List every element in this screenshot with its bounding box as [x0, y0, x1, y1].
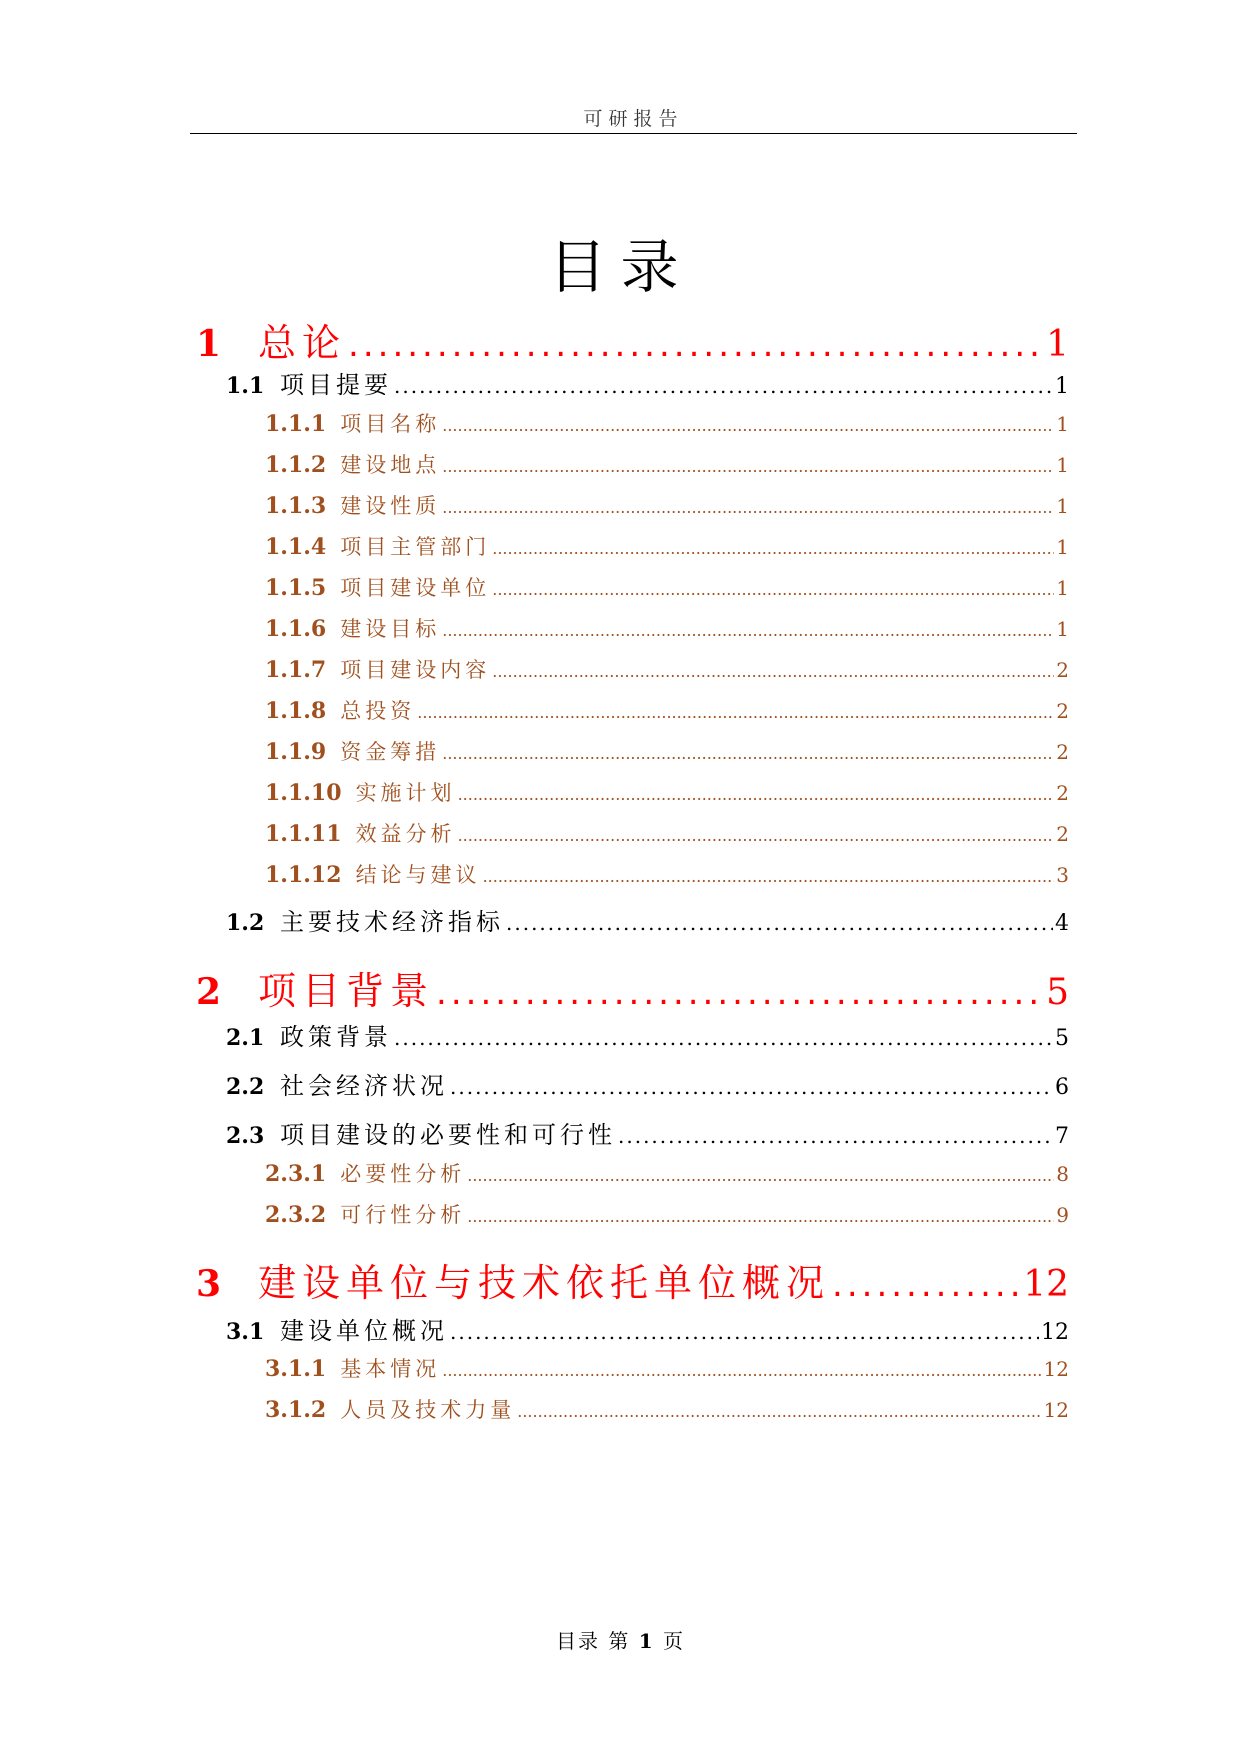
toc-entry-label: 建设单位概况	[280, 1317, 448, 1345]
toc-entry-number: 1.1.7	[265, 657, 327, 683]
toc-entry-number: 1.1.11	[265, 821, 342, 847]
toc-dot-leader	[517, 1402, 1041, 1421]
toc-dot-leader	[442, 1361, 1041, 1380]
toc-entry-label: 实施计划	[355, 781, 456, 805]
toc-dot-leader	[458, 785, 1055, 804]
toc-entry-label: 政策背景	[280, 1023, 392, 1051]
toc-entry-number: 1.1.8	[265, 698, 327, 724]
toc-entry-page: 1	[1056, 494, 1069, 518]
toc-entry-label: 建设目标	[340, 617, 441, 641]
toc-entry-level3[interactable]	[265, 1394, 1069, 1428]
toc-entry-level2[interactable]	[226, 902, 1069, 940]
page-footer	[0, 1625, 1241, 1654]
toc-entry-label: 结论与建议	[355, 863, 481, 887]
page-title: 目录	[548, 233, 693, 301]
toc-entry-page: 5	[1046, 972, 1069, 1013]
toc-dot-leader	[436, 973, 1044, 1013]
toc-entry-number: 1.1.12	[265, 862, 342, 888]
toc-dot-leader	[442, 744, 1054, 763]
toc-entry-page: 1	[1055, 374, 1069, 399]
toc-dot-leader	[458, 826, 1055, 845]
toc-entry-level2[interactable]	[226, 1115, 1069, 1153]
toc-dot-leader	[492, 580, 1054, 599]
toc-entry-page: 1	[1056, 617, 1069, 641]
toc-entry-label: 项目主管部门	[340, 535, 491, 559]
toc-entry-level3[interactable]	[265, 613, 1069, 647]
toc-entry-label: 必要性分析	[340, 1162, 466, 1186]
toc-entry-number: 2.3.1	[265, 1161, 327, 1187]
toc-dot-leader	[442, 621, 1054, 640]
toc-entry-level3[interactable]	[265, 572, 1069, 606]
header-rule	[190, 133, 1077, 134]
toc-entry-number: 1.1.2	[265, 452, 327, 478]
toc-entry-page: 3	[1056, 863, 1069, 887]
toc-entry-label: 总论	[258, 321, 347, 365]
toc-entry-page: 12	[1043, 1398, 1069, 1422]
running-header: 可研报告	[583, 108, 684, 130]
toc-entry-page: 2	[1056, 781, 1069, 805]
toc-entry-level2[interactable]	[226, 1311, 1069, 1349]
toc-entry-page: 1	[1056, 535, 1069, 559]
toc-entry-level2[interactable]	[226, 1066, 1069, 1104]
toc-entry-label: 基本情况	[340, 1357, 441, 1381]
toc-dot-leader	[394, 374, 1053, 398]
toc-entry-level3[interactable]	[265, 1353, 1069, 1387]
toc-dot-leader	[467, 1166, 1054, 1185]
toc-entry-label: 项目建设单位	[340, 576, 491, 600]
toc-entry-label: 资金筹措	[340, 740, 441, 764]
toc-entry-level3[interactable]	[265, 531, 1069, 565]
toc-entry-page: 2	[1056, 658, 1069, 682]
toc-entry-level3[interactable]	[265, 490, 1069, 524]
toc-entry-page: 5	[1055, 1026, 1069, 1051]
toc-entry-page: 2	[1056, 699, 1069, 723]
toc-entry-label: 总投资	[340, 699, 416, 723]
toc-entry-label: 建设性质	[340, 494, 441, 518]
footer-page-number: 1	[638, 1629, 655, 1653]
toc-entry-level3[interactable]	[265, 408, 1069, 442]
toc-entry-number: 1	[196, 323, 222, 365]
toc-dot-leader	[348, 325, 1044, 365]
toc-entry-level3[interactable]	[265, 777, 1069, 811]
toc-entry-number: 1.1.4	[265, 534, 327, 560]
toc-entry-number: 2.3	[226, 1123, 265, 1149]
toc-entry-page: 1	[1046, 324, 1069, 365]
toc-entry-page: 12	[1043, 1357, 1069, 1381]
toc-entry-number: 2	[196, 971, 222, 1013]
toc-dot-leader	[442, 457, 1054, 476]
toc-dot-leader	[442, 416, 1054, 435]
toc-entry-number: 1.1.1	[265, 411, 327, 437]
toc-entry-number: 1.1.5	[265, 575, 327, 601]
toc-entry-number: 1.1.9	[265, 739, 327, 765]
toc-entry-label: 效益分析	[355, 822, 456, 846]
toc-entry-number: 1.1.3	[265, 493, 327, 519]
footer-prefix: 目录 第	[556, 1629, 631, 1653]
toc-entry-number: 1.1.10	[265, 780, 342, 806]
toc-entry-label: 项目建设的必要性和可行性	[280, 1121, 616, 1149]
toc-dot-leader	[618, 1124, 1053, 1148]
toc-entry-page: 7	[1055, 1124, 1069, 1149]
toc-entry-number: 3.1	[226, 1319, 265, 1345]
toc-entry-page: 1	[1056, 453, 1069, 477]
toc-entry-label: 建设地点	[340, 453, 441, 477]
toc-entry-page: 9	[1056, 1203, 1069, 1227]
toc-entry-label: 项目名称	[340, 412, 441, 436]
toc-entry-level2[interactable]	[226, 1017, 1069, 1055]
toc-entry-level3[interactable]	[265, 736, 1069, 770]
toc-entry-label: 人员及技术力量	[340, 1398, 516, 1422]
toc-entry-label: 可行性分析	[340, 1203, 466, 1227]
toc-entry-level2[interactable]	[226, 365, 1069, 403]
toc-entry-level1[interactable]	[196, 1252, 1069, 1308]
toc-entry-number: 2.1	[226, 1025, 265, 1051]
toc-entry-level3[interactable]	[265, 818, 1069, 852]
toc-entry-page: 12	[1041, 1320, 1069, 1345]
toc-entry-number: 1.1	[226, 373, 265, 399]
toc-entry-label: 社会经济状况	[280, 1072, 448, 1100]
toc-entry-level3[interactable]	[265, 449, 1069, 483]
toc-entry-level3[interactable]	[265, 1199, 1069, 1233]
toc-entry-level1[interactable]	[196, 312, 1069, 368]
toc-entry-page: 2	[1056, 740, 1069, 764]
toc-dot-leader	[492, 662, 1054, 681]
toc-dot-leader	[394, 1026, 1053, 1050]
toc-dot-leader	[483, 867, 1055, 886]
toc-entry-level3[interactable]	[265, 695, 1069, 729]
toc-entry-level3[interactable]	[265, 1158, 1069, 1192]
toc-entry-level1[interactable]	[196, 960, 1069, 1016]
toc-entry-page: 1	[1056, 412, 1069, 436]
toc-entry-number: 1.1.6	[265, 616, 327, 642]
toc-dot-leader	[832, 1265, 1021, 1305]
toc-entry-number: 2.2	[226, 1074, 265, 1100]
toc-entry-page: 1	[1056, 576, 1069, 600]
toc-entry-number: 3.1.2	[265, 1397, 327, 1423]
toc-dot-leader	[467, 1207, 1054, 1226]
toc-dot-leader	[450, 1320, 1039, 1344]
toc-dot-leader	[492, 539, 1054, 558]
footer-suffix: 页	[663, 1629, 685, 1653]
toc-entry-number: 2.3.2	[265, 1202, 327, 1228]
toc-entry-level3[interactable]	[265, 654, 1069, 688]
toc-entry-page: 4	[1055, 911, 1069, 936]
toc-entry-label: 项目提要	[280, 371, 392, 399]
toc-entry-label: 主要技术经济指标	[280, 908, 504, 936]
toc-entry-label: 项目建设内容	[340, 658, 491, 682]
toc-dot-leader	[450, 1075, 1053, 1099]
toc-entry-page: 2	[1056, 822, 1069, 846]
toc-entry-label: 项目背景	[258, 969, 435, 1013]
toc-entry-page: 8	[1056, 1162, 1069, 1186]
toc-entry-page: 6	[1055, 1075, 1069, 1100]
toc-entry-page: 12	[1023, 1264, 1069, 1305]
toc-entry-label: 建设单位与技术依托单位概况	[258, 1261, 831, 1305]
toc-dot-leader	[506, 911, 1053, 935]
toc-dot-leader	[417, 703, 1054, 722]
toc-dot-leader	[442, 498, 1054, 517]
toc-entry-number: 1.2	[226, 910, 265, 936]
toc-entry-number: 3.1.1	[265, 1356, 327, 1382]
toc-entry-level3[interactable]	[265, 859, 1069, 893]
toc-entry-number: 3	[196, 1263, 222, 1305]
